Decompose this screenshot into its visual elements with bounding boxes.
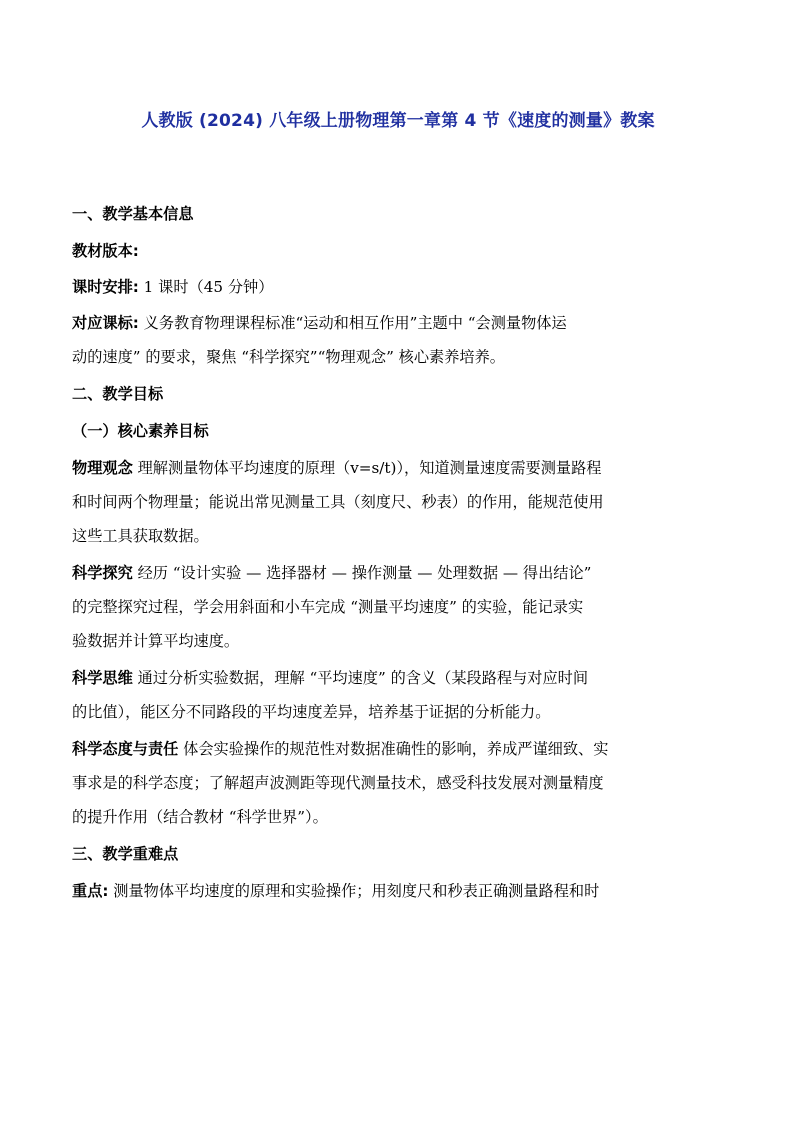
standard-paragraph (72, 306, 724, 374)
inquiry-line-2: 的完整探究过程，学会用斜面和小车完成 “测量平均速度” 的实验，能记录实 (72, 598, 584, 616)
physics-text-1: 理解测量物体平均速度的原理（v=s/t)），知道测量速度需要测量路程 (132, 459, 602, 477)
attitude-line-1 (72, 732, 724, 766)
section-heading-key-points: 三、教学重难点 (72, 845, 179, 863)
attitude-line-3: 的提升作用（结合教材 “科学世界”）。 (72, 808, 328, 826)
section-heading-basic-info: 一、教学基本信息 (72, 205, 194, 223)
physics-label: 物理观念 (72, 459, 133, 477)
physics-concept-paragraph (72, 451, 724, 553)
inquiry-label: 科学探究 (72, 564, 133, 582)
physics-line-1 (72, 451, 724, 485)
inquiry-line-1 (72, 556, 724, 590)
thinking-paragraph (72, 661, 724, 729)
standard-line-1 (72, 306, 724, 340)
subsection-heading-core-literacy: （一）核心素养目标 (72, 422, 209, 440)
attitude-line-2: 事求是的科学态度；了解超声波测距等现代测量技术，感受科技发展对测量精度 (72, 774, 604, 792)
physics-line-2: 和时间两个物理量；能说出常见测量工具（刻度尺、秒表）的作用，能规范使用 (72, 493, 604, 511)
standard-line-2: 动的速度” 的要求，聚焦 “科学探究”“物理观念” 核心素养培养。 (72, 348, 505, 366)
inquiry-text-1: 经历 “设计实验 — 选择器材 — 操作测量 — 处理数据 — 得出结论” (132, 564, 592, 582)
attitude-label: 科学态度与责任 (72, 740, 179, 758)
inquiry-paragraph (72, 556, 724, 658)
attitude-paragraph (72, 732, 724, 834)
edition-line (72, 234, 724, 268)
hours-label: 课时安排: (72, 278, 139, 296)
hours-line (72, 270, 724, 304)
attitude-text-1: 体会实验操作的规范性对数据准确性的影响，养成严谨细致、实 (178, 740, 609, 758)
thinking-label: 科学思维 (72, 669, 133, 687)
standard-label: 对应课标: (72, 314, 139, 332)
edition-label: 教材版本: (72, 242, 139, 260)
key-label: 重点: (72, 882, 109, 900)
key-text-1: 测量物体平均速度的原理和实验操作；用刻度尺和秒表正确测量路程和时 (108, 882, 600, 900)
standard-text-1: 义务教育物理课程标准“运动和相互作用”主题中 “会测量物体运 (138, 314, 567, 332)
hours-value: 1 课时（45 分钟） (138, 278, 274, 296)
inquiry-line-3: 验数据并计算平均速度。 (72, 632, 240, 650)
key-point-line-1 (72, 874, 724, 908)
thinking-line-2: 的比值），能区分不同路段的平均速度差异，培养基于证据的分析能力。 (72, 703, 551, 721)
thinking-text-1: 通过分析实验数据，理解 “平均速度” 的含义（某段路程与对应时间 (132, 669, 589, 687)
document-title: 人教版 (2024) 八年级上册物理第一章第 4 节《速度的测量》教案 (141, 111, 655, 131)
section-heading-objectives: 二、教学目标 (72, 385, 164, 403)
thinking-line-1 (72, 661, 724, 695)
physics-line-3: 这些工具获取数据。 (72, 527, 209, 545)
